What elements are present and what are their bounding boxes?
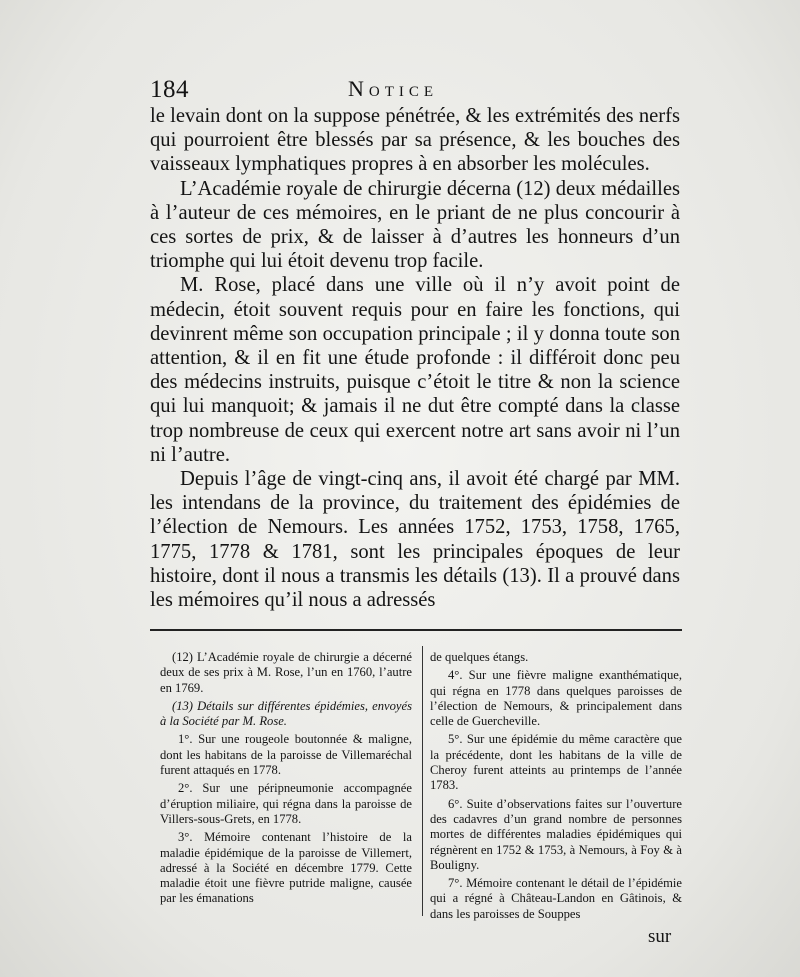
footnote: (12) L’Académie royale de chirurgie a décerné deux de ses prix à M. Rose, l’un en 1760, l’autre en 1769. [160, 650, 412, 695]
footnote-item: 1°. Sur une rougeole boutonnée & maligne, dont les habitans de la paroisse de Villemaréchal furent attaqués en 1778. [160, 732, 412, 778]
running-title: Notice [348, 76, 439, 101]
paragraph: Depuis l’âge de vingt-cinq ans, il avoit été chargé par MM. les intendans de la province, du traitement des épidémies de l’élection de Nemours. Les années 1752, 1753, 1758, 1765, 1775, 1778 & 1781, sont les principales époques de leur histoire, dont il nous a transmis les détails (13). Il a prouvé dans les mémoires qu’il nous a adressés [150, 468, 680, 612]
footnotes-left-column [160, 650, 412, 910]
footnote: (13) Détails sur différentes épidémies, envoyés à la Société par M. Rose. [160, 698, 412, 729]
footnote-item: 6°. Suite d’observations faites sur l’ouverture des cadavres d’un grand nombre de personnes mortes de différentes maladies épidémiques qui régnèrent en 1752 & 1753, à Nemours, à Foy & à Bouligny. [430, 796, 682, 872]
paragraph: M. Rose, placé dans une ville où il n’y avoit point de médecin, étoit souvent requis pour en faire les fonctions, qui devinrent même son occupation principale ; il y donna toute son attention, & il en fit une étude profonde : il différoit donc peu des médecins instruits, puisque c’étoit le titre & non la science qui lui manquoit; & jamais il ne dut être compté dans la classe trop nombreuse de ceux qui exercent notre art sans avoir ni l’un ni l’autre. [150, 274, 680, 466]
footnote-item: 5°. Sur une épidémie du même caractère que la précédente, dont les habitans de la ville de Cheroy furent atteints au printemps de l’année 1783. [430, 732, 682, 793]
page-number: 184 [150, 76, 189, 103]
footnotes-right-column [430, 650, 682, 925]
main-text [150, 104, 680, 612]
catchword: sur [648, 926, 672, 947]
paragraph: le levain dont on la suppose pénétrée, & les extrémités des nerfs qui pourroient être blessés par sa présence, & les bouches des vaisseaux lymphatiques propres à en absorber les molécules. [150, 105, 680, 176]
footnote-item: de quelques étangs. [430, 650, 529, 664]
paragraph: L’Académie royale de chirurgie décerna (12) deux médailles à l’auteur de ces mémoires, en le priant de ne plus concourir à ces sortes de prix, & de laisser à d’autres les honneurs d’un triomphe qui lui étoit devenu trop facile. [150, 177, 680, 273]
footnote-item: 3°. Mémoire contenant l’histoire de la maladie épidémique de la paroisse de Villemert, adressé à la Société en décembre 1779. Cette maladie étoit une fièvre putride maligne, causée par les émanations [160, 830, 412, 906]
footnote-item: 4°. Sur une fièvre maligne exanthématique, qui régna en 1778 dans quelques paroisses de l’élection de Nemours, & principalement dans celle de Guercheville. [430, 668, 682, 729]
footnote-separator-rule [150, 629, 682, 631]
footnote-item: 2°. Sur une péripneumonie accompagnée d’éruption miliaire, qui régna dans la paroisse de Villers-sous-Grets, en 1778. [160, 781, 412, 826]
column-divider [422, 646, 423, 916]
footnote-item: 7°. Mémoire contenant le détail de l’épidémie qui a régné à Château-Landon en Gâtinois, & dans les paroisses de Souppes [430, 876, 682, 921]
page-header [150, 74, 690, 104]
